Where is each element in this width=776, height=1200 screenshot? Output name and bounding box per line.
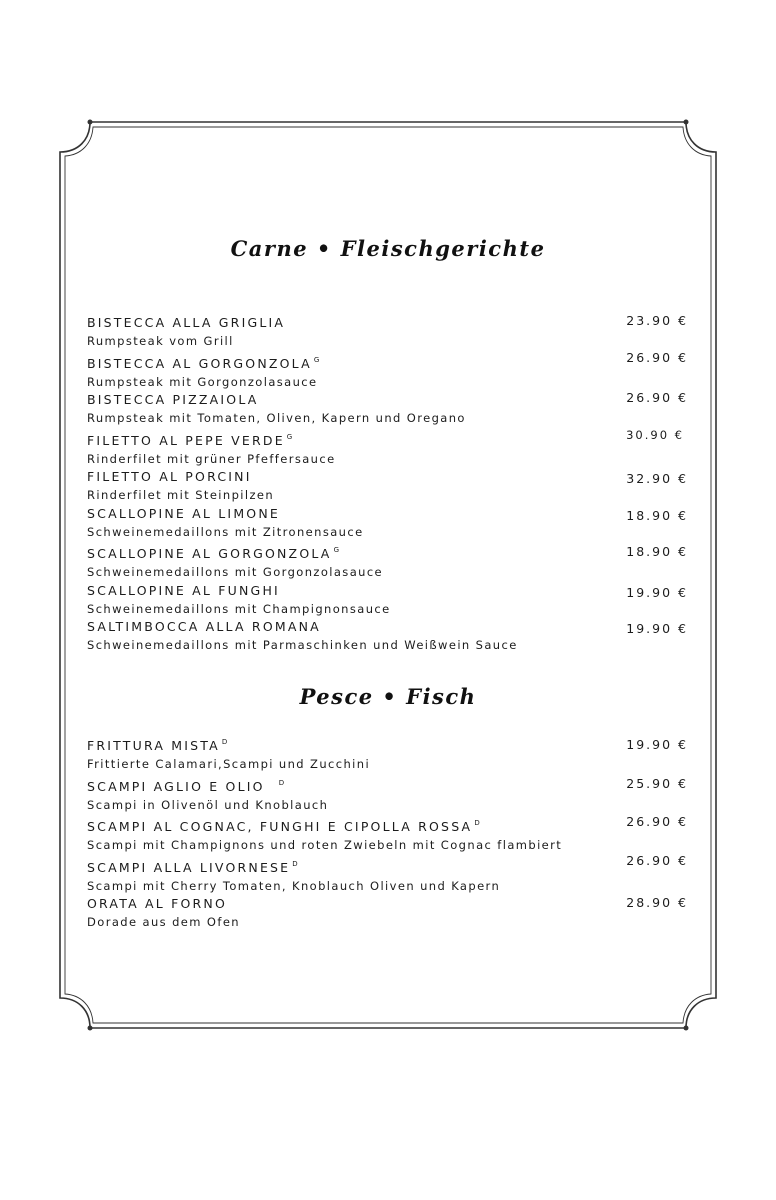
allergen-mark: G xyxy=(313,355,320,364)
dish-name: SCALLOPINE AL GORGONZOLA $^G$ xyxy=(87,546,339,561)
dish-description: Schweinemedaillons mit Champignonsauce xyxy=(87,601,391,616)
fish-section xyxy=(87,733,690,932)
allergen-mark: D xyxy=(278,778,285,787)
dish-name: FRITTURA MISTA $^D$ xyxy=(87,738,228,753)
dish-description: Rumpsteak mit Gorgonzolasauce xyxy=(87,374,318,389)
menu-item xyxy=(87,505,690,542)
dish-name: SALTIMBOCCA ALLA ROMANA xyxy=(87,619,321,634)
dish-price: 26.90 € xyxy=(626,390,688,405)
dish-price: 28.90 € xyxy=(626,895,688,910)
dish-name: SCALLOPINE AL LIMONE xyxy=(87,505,280,521)
dish-name: SCAMPI ALLA LIVORNESE $^D$ xyxy=(87,859,298,875)
dish-price: 19.90 € xyxy=(626,737,688,752)
menu-item xyxy=(87,468,690,505)
dish-price: 19.90 € xyxy=(626,584,688,600)
menu-item xyxy=(87,391,690,428)
dish-price: 26.90 € xyxy=(626,814,688,829)
dish-description: Dorade aus dem Ofen xyxy=(87,915,240,929)
dish-description: Rumpsteak vom Grill xyxy=(87,334,234,348)
menu-item xyxy=(87,895,690,932)
allergen-mark: D xyxy=(474,819,480,827)
menu-item xyxy=(87,814,690,855)
dish-description: Rinderfilet mit grüner Pfeffersauce xyxy=(87,451,336,466)
dish-description: Rinderfilet mit Steinpilzen xyxy=(87,488,275,502)
dish-name: FILETTO AL PORCINI xyxy=(87,469,252,484)
section-title-fish: Pesce • Fisch xyxy=(299,684,477,709)
dish-description: Schweinemedaillons mit Gorgonzolasauce xyxy=(87,565,384,579)
dish-price: 18.90 € xyxy=(626,544,688,559)
dish-name: SCAMPI AL COGNAC, FUNGHI E CIPOLLA ROSSA $^D$ xyxy=(87,819,480,834)
dish-description: Scampi mit Champignons und roten Zwiebeln mit Cognac flambiert xyxy=(87,838,563,852)
dish-price: 25.90 € xyxy=(626,775,688,791)
dish-name: SCAMPI AGLIO E OLIO $^D$ xyxy=(87,778,285,794)
dish-name: BISTECCA ALLA GRIGLIA xyxy=(87,315,286,330)
menu-item xyxy=(87,541,690,582)
dish-description: Rumpsteak mit Tomaten, Oliven, Kapern und Oregano xyxy=(87,411,466,425)
menu-item xyxy=(87,774,690,815)
dish-price: 32.90 € xyxy=(626,471,688,486)
dish-name: SCALLOPINE AL FUNGHI xyxy=(87,582,280,598)
dish-price: 19.90 € xyxy=(626,621,688,636)
menu-item xyxy=(87,852,690,896)
dish-price: 23.90 € xyxy=(626,313,688,328)
dish-name: ORATA AL FORNO xyxy=(87,896,227,911)
section-title-meat: Carne • Fleischgerichte xyxy=(230,236,546,261)
dish-name: FILETTO AL PEPE VERDE $^G$ xyxy=(87,432,293,448)
menu-item xyxy=(87,618,690,655)
dish-name: BISTECCA PIZZAIOLA xyxy=(87,392,259,407)
menu-item xyxy=(87,351,690,392)
dish-description: Schweinemedaillons mit Zitronensauce xyxy=(87,524,364,539)
menu-item xyxy=(87,733,690,774)
allergen-mark: D xyxy=(221,738,228,746)
menu-item xyxy=(87,314,690,351)
dish-price: 30.90 € xyxy=(626,427,684,442)
allergen-mark: G xyxy=(333,546,339,554)
dish-price: 18.90 € xyxy=(626,507,688,523)
menu-item xyxy=(87,582,690,619)
meat-section xyxy=(87,314,690,655)
dish-description: Frittierte Calamari,Scampi und Zucchini xyxy=(87,757,371,771)
allergen-mark: G xyxy=(286,432,293,441)
dish-description: Scampi mit Cherry Tomaten, Knoblauch Oliven und Kapern xyxy=(87,878,501,893)
dish-price: 26.90 € xyxy=(626,852,688,868)
allergen-mark: D xyxy=(292,859,298,868)
dish-name: BISTECCA AL GORGONZOLA $^G$ xyxy=(87,355,320,371)
dish-description: Scampi in Olivenöl und Knoblauch xyxy=(87,797,329,812)
dish-price: 26.90 € xyxy=(626,349,688,365)
menu-item xyxy=(87,428,690,469)
dish-description: Schweinemedaillons mit Parmaschinken und Weißwein Sauce xyxy=(87,638,518,652)
